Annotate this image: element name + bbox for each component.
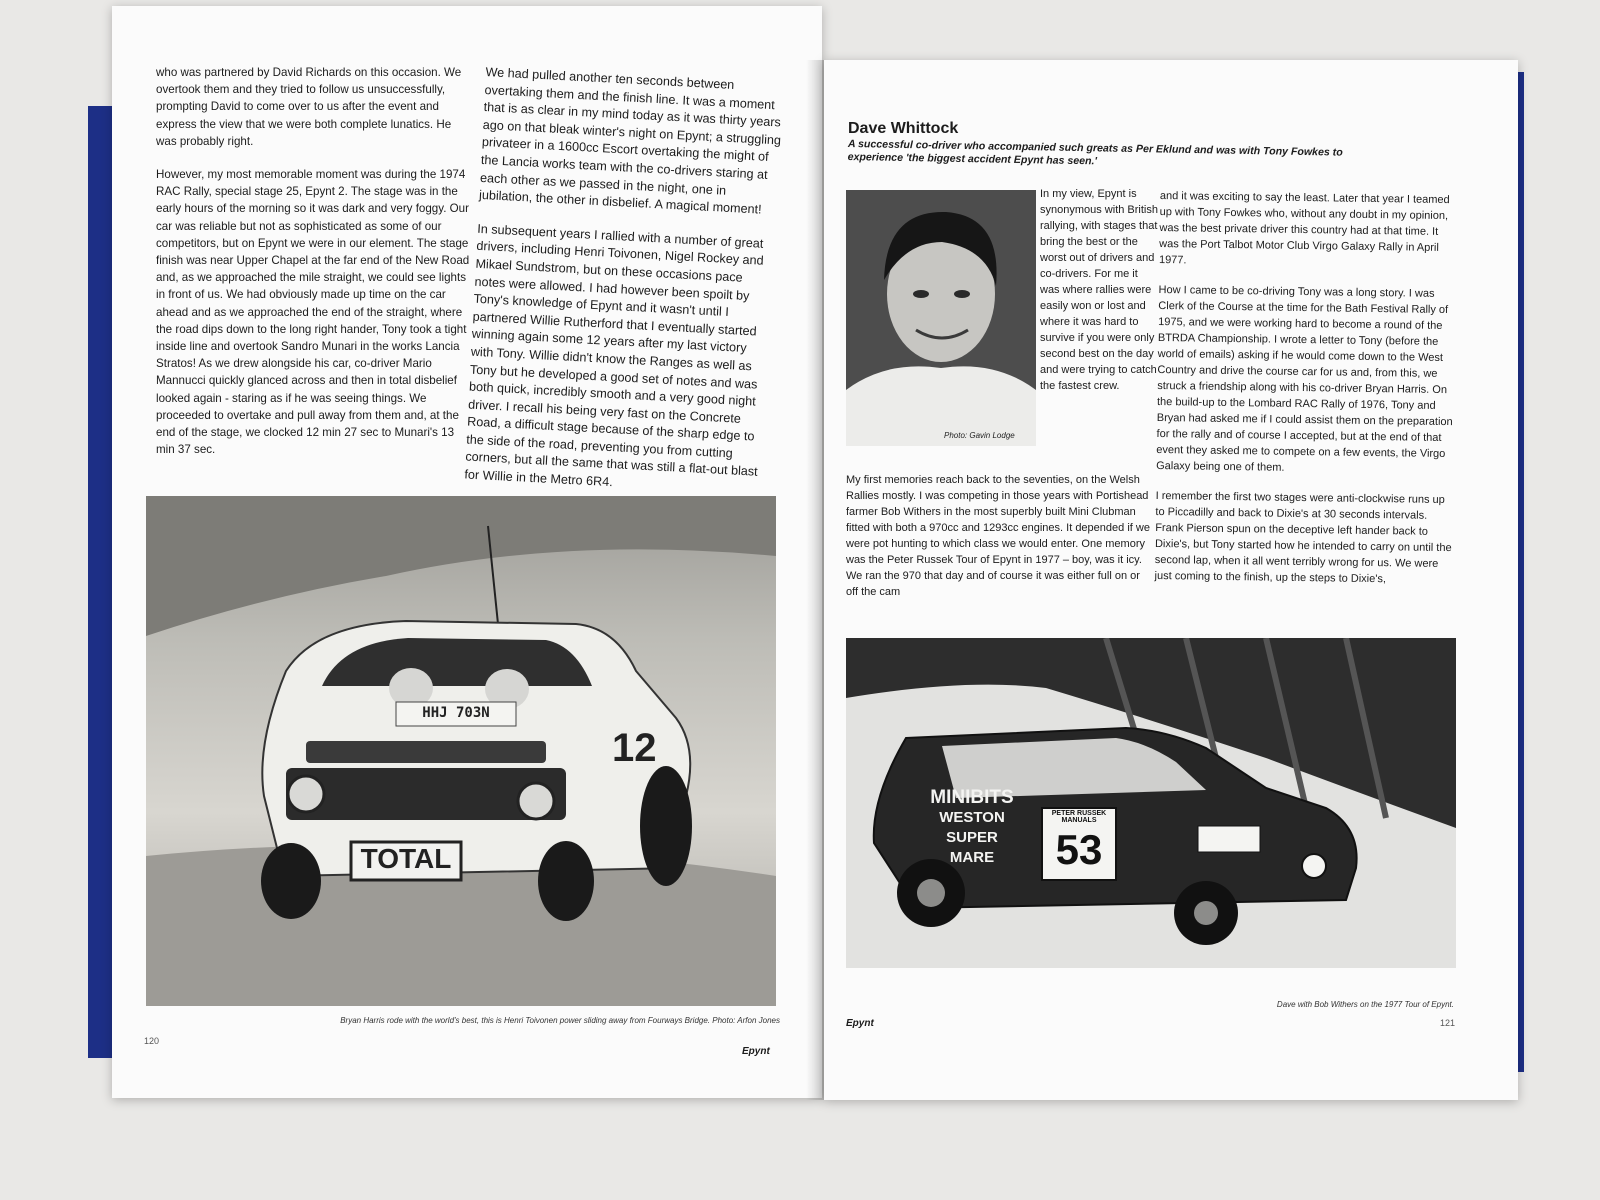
paragraph: who was partnered by David Richards on this occasion. We overtook them and they tried to follow us unsuccessfully, prompting David to come over to us after the event and express the view that we were both complete lunatics. He was probably right. bbox=[156, 66, 462, 148]
escort-car-illustration bbox=[146, 496, 776, 1006]
escort-photo-caption: Bryan Harris rode with the world's best, this is Henri Toivonen power sliding away from Fourways Bridge. Photo: Arfon Jones bbox=[340, 1016, 780, 1025]
left-page bbox=[112, 6, 822, 1098]
article-heading: Dave Whittock bbox=[848, 120, 959, 137]
right-page bbox=[824, 60, 1518, 1100]
paragraph: I remember the first two stages were anti-clockwise runs up to Piccadilly and back to Dixie's at 30 seconds intervals. Frank Pierson spun on the deceptive left hander back to Dixie's, but Tony started how he intended to carry on until the second lap, when it all went terribly wrong for us. We were just coming to the finish, up the steps to Dixie's, bbox=[1154, 489, 1452, 586]
left-column-2 bbox=[463, 64, 785, 516]
paragraph: In my view, Epynt is synonymous with British rallying, with stages that bring the best or the worst out of drivers and co-drivers. For me it was where rallies were easily won or lost and where it was hard to survive if you were only second best on the day and were trying to catch the fastest crew. bbox=[1040, 188, 1158, 392]
running-head: Epynt bbox=[742, 1046, 770, 1057]
livery-line: WESTON bbox=[939, 809, 1005, 826]
portrait-photo bbox=[846, 190, 1036, 446]
running-head: Epynt bbox=[846, 1018, 874, 1029]
portrait-illustration bbox=[846, 190, 1036, 446]
article-header bbox=[847, 120, 1368, 168]
mini-race-number: 53 bbox=[1055, 826, 1103, 873]
mini-livery bbox=[902, 788, 1042, 868]
mini-panel-text: PETER RUSSEK MANUALS bbox=[1051, 810, 1107, 824]
page-number: 121 bbox=[1440, 1018, 1456, 1028]
portrait-credit: Photo: Gavin Lodge bbox=[944, 431, 1015, 440]
paragraph: How I came to be co-driving Tony was a long story. I was Clerk of the Course at the time for the Bath Festival Rally of 1975, and we were working hard to become a round of the BTRDA Championship. I wrote a letter to Tony (before the world of emails) asking if he would come down to the West Country and drive the course car for us and, from this, we struck a friendship along with his co-driver Bryan Harris. On the build-up to the Lombard RAC Rally of 1976, Tony and Bryan had asked me if I could assist them on the preparation for the rally and of course I accepted, but at the end of that event they asked me to compete on a few events, the Virgo Galaxy being one of them. bbox=[1156, 283, 1453, 474]
license-plate: HHJ 703N bbox=[422, 705, 490, 721]
paragraph: My first memories reach back to the seventies, on the Welsh Rallies mostly. I was competing in those years with Portishead farmer Bob Withers in the most superbly built Mini Clubman fitted with both a 970cc and 1293cc engines. It depended if we were pot hunting to which class we would enter. One memory was the Peter Russek Tour of Epynt in 1977 – boy, was it icy. We ran the 970 that day and of course it was either full on or off the cam bbox=[846, 474, 1150, 598]
livery-line: MARE bbox=[949, 849, 995, 866]
sponsor-plate: TOTAL bbox=[360, 843, 452, 874]
mini-rally-photo bbox=[846, 638, 1456, 968]
mini-photo-caption: Dave with Bob Withers on the 1977 Tour of Epynt. bbox=[1276, 1000, 1454, 1009]
right-narrow-column bbox=[1040, 186, 1160, 408]
page-number: 120 bbox=[144, 1036, 160, 1046]
livery-line: MINIBITS bbox=[930, 787, 1014, 808]
paragraph: and it was exciting to say the least. Later that year I teamed up with Tony Fowkes who, without any doubt in my opinion, was the best private driver this country had at that time. It was the Port Talbot Motor Club Virgo Galaxy Rally in April 1977. bbox=[1158, 189, 1450, 267]
right-column bbox=[1154, 188, 1460, 602]
escort-rally-photo bbox=[146, 496, 776, 1006]
article-subheading: A successful co-driver who accompanied such greats as Per Eklund and was with Tony Fowkes to experience 'the biggest accident Epynt has seen.' bbox=[847, 138, 1343, 168]
paragraph: In subsequent years I rallied with a number of great drivers, including Henri Toivonen, Nigel Rockey and Mikael Sundstrom, but on these occasions pace notes were allowed. I had however been spoilt by Tony's knowledge of Epynt and it wasn't until I partnered Willie Rutherford that I eventually started winning again some 12 years after my last victory with Tony. Willie didn't know the Ranges as well as Tony but he developed a good set of notes and was both quick, incredibly smooth and a very good night driver. I recall his being very fast on the Concrete Road, a difficult stage because of the sharp edge to the side of the road, preventing you from cutting corners, but all the same that was still a flat-out blast for Willie in the Metro 6R4. bbox=[464, 221, 764, 490]
paragraph: We had pulled another ten seconds between overtaking them and the finish line. It was a moment that is as clear in my mind today as it was thirty years ago on that bleak winter's night on Epynt; a struggling privateer in a 1600cc Escort overtaking the might of the Lancia works team with the co-drivers staring at each other as we passed in the night, one in jubilation, the other in disbelief. A magical moment! bbox=[478, 64, 782, 217]
paragraph: However, my most memorable moment was during the 1974 RAC Rally, special stage 25, Epynt 2. The stage was in the early hours of the morning so it was dark and very foggy. Our car was reliable but not as sophisticated as some of our competitors, but on Epynt we were in our element. The stage finish was near Upper Chapel at the far end of the New Road and, as we approached the mile straight, we could see lights in front of us. We had obviously made up time on the car ahead and as we approached the end of the straight, where the road dips down to the long right hander, Tony took a tight inside line and overtook Sandro Munari in the works Lancia Stratos! As we drew alongside his car, co-driver Mario Mannucci quickly glanced across and then in total disbelief looked again - staring as if he was seeing things. We proceeded to overtake and pull away from them and, at the end of the stage, we clocked 12 min 27 sec to Munari's 13 min 37 sec. bbox=[156, 168, 470, 457]
left-column-1 bbox=[156, 64, 474, 474]
door-number: 12 bbox=[612, 726, 657, 770]
right-wide-column bbox=[846, 472, 1150, 614]
livery-line: SUPER bbox=[946, 829, 998, 846]
